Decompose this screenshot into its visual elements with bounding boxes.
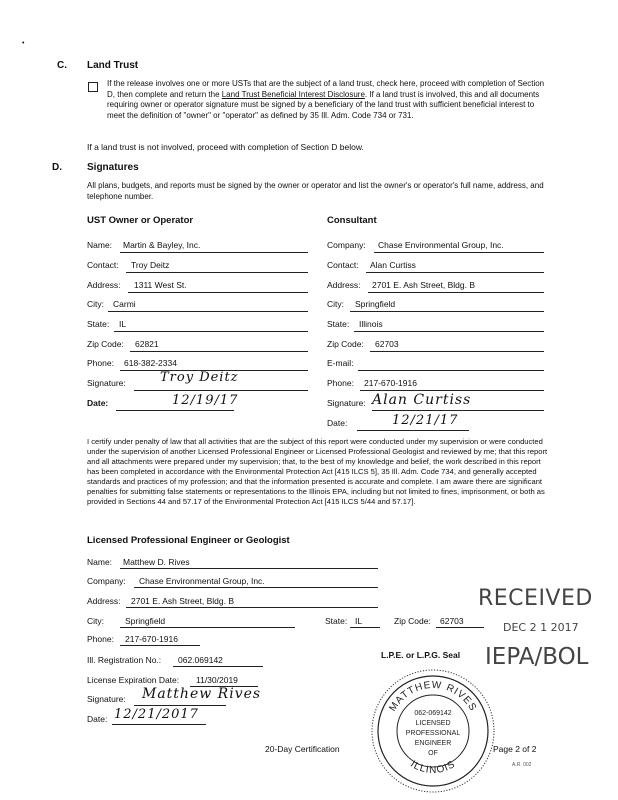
- section-d-title: Signatures: [87, 162, 139, 173]
- consultant-city[interactable]: Springfield: [355, 299, 396, 309]
- engineer-phone-label: Phone:: [87, 634, 114, 644]
- engineer-date-line: [112, 724, 206, 725]
- footer-code: A.R. 002: [512, 762, 532, 768]
- engineer-registration-line: [173, 666, 263, 667]
- consultant-zip[interactable]: 62703: [375, 339, 399, 349]
- owner-signature[interactable]: Troy Deitz: [160, 370, 239, 385]
- engineer-phone[interactable]: 217-670-1916: [125, 634, 178, 644]
- engineer-expiration-label: License Expiration Date:: [87, 675, 180, 685]
- consultant-contact-line: [366, 272, 544, 273]
- engineer-date[interactable]: 12/21/2017: [114, 707, 199, 722]
- engineer-name-label: Name:: [87, 557, 113, 567]
- engineer-state-label: State:: [325, 616, 348, 626]
- consultant-email-line: [358, 370, 544, 371]
- consultant-phone-label: Phone:: [327, 378, 354, 388]
- owner-zip[interactable]: 62821: [135, 339, 159, 349]
- engineer-registration[interactable]: 062.069142: [178, 655, 223, 665]
- seal-graphic: [370, 668, 496, 794]
- owner-heading: UST Owner or Operator: [87, 215, 194, 226]
- consultant-date-label: Date:: [327, 418, 348, 428]
- seal-professional: PROFESSIONAL: [405, 730, 461, 737]
- consultant-contact[interactable]: Alan Curtiss: [370, 260, 416, 270]
- owner-name-label: Name:: [87, 240, 113, 250]
- engineer-signature[interactable]: Matthew Rives: [142, 686, 262, 702]
- engineer-company-line: [134, 587, 378, 588]
- owner-signature-label: Signature:: [87, 378, 126, 388]
- owner-phone[interactable]: 618-382-2334: [124, 358, 177, 368]
- consultant-zip-label: Zip Code:: [327, 339, 364, 349]
- consultant-heading: Consultant: [327, 215, 377, 226]
- engineer-expiration[interactable]: 11/30/2019: [196, 675, 238, 685]
- stray-mark: •: [22, 40, 25, 47]
- engineer-city[interactable]: Springfield: [125, 616, 166, 626]
- engineer-address-label: Address:: [87, 596, 121, 606]
- owner-name[interactable]: Martin & Bayley, Inc.: [123, 240, 201, 250]
- consultant-date[interactable]: 12/21/17: [392, 413, 459, 428]
- consultant-contact-label: Contact:: [327, 260, 359, 270]
- owner-zip-line: [130, 351, 308, 352]
- owner-state-line: [114, 331, 308, 332]
- consultant-date-line: [357, 430, 469, 431]
- owner-date[interactable]: 12/19/17: [172, 393, 239, 408]
- footer-form-name: 20-Day Certification: [265, 744, 340, 754]
- engineer-signature-label: Signature:: [87, 694, 126, 704]
- engineer-state-line: [350, 627, 380, 628]
- consultant-email-label: E-mail:: [327, 358, 354, 368]
- engineer-state[interactable]: IL: [355, 616, 363, 626]
- owner-state[interactable]: IL: [119, 319, 127, 329]
- engineer-zip-label: Zip Code:: [394, 616, 431, 626]
- owner-address-line: [128, 292, 308, 293]
- owner-phone-label: Phone:: [87, 358, 114, 368]
- consultant-signature-line: [372, 410, 544, 411]
- engineer-zip-line: [436, 627, 484, 628]
- certification-text: I certify under penalty of law that all activities that are the subject of this report were conducted under my supervision or were conducted under the supervision of another Licensed Professional Engineer or Licensed Professional Geologist and reviewed by me; that this report and all attachments were prepared under my supervision; that, to the best of my knowledge and belief, the work described in this report has been completed in accordance with the Environmental Protection Act [415 ILCS 5], 35 Ill. Adm. Code 734, and generally accepted standards and practices of my profession; and that the information presented is accurate and complete. I am aware there are significant penalties for submitting false statements or representations to the Illinois EPA, including but not limited to fines, imprisonment, or both as provided in Sections 44 and 57.17 of the Environmental Protection Act [415 ILCS 5/44 and 57.17].: [87, 437, 548, 506]
- land-trust-note: If a land trust is not involved, proceed with completion of Section D below.: [87, 142, 364, 152]
- owner-state-label: State:: [87, 319, 110, 329]
- consultant-state-line: [354, 331, 544, 332]
- consultant-zip-line: [370, 351, 544, 352]
- seal-number: 062-069142: [414, 710, 452, 717]
- owner-address[interactable]: 1311 West St.: [134, 280, 187, 290]
- owner-zip-label: Zip Code:: [87, 339, 124, 349]
- seal-top-text: MATTHEW RIVES: [387, 679, 479, 714]
- consultant-city-label: City:: [327, 299, 344, 309]
- received-stamp: RECEIVED: [478, 586, 593, 611]
- engineer-city-line: [120, 627, 295, 628]
- engineer-date-label: Date:: [87, 714, 108, 724]
- owner-city-line: [108, 311, 308, 312]
- engineer-registration-label: Ill. Registration No.:: [87, 655, 162, 665]
- owner-name-line: [120, 252, 308, 253]
- engineer-name[interactable]: Matthew D. Rives: [123, 557, 190, 567]
- owner-address-label: Address:: [87, 280, 121, 290]
- consultant-city-line: [350, 311, 544, 312]
- engineer-zip[interactable]: 62703: [440, 616, 464, 626]
- owner-contact[interactable]: Troy Deitz: [131, 260, 170, 270]
- land-trust-checkbox[interactable]: [88, 82, 98, 92]
- section-c-letter: C.: [57, 60, 67, 71]
- engineer-company[interactable]: Chase Environmental Group, Inc.: [139, 576, 265, 586]
- owner-contact-line: [126, 272, 308, 273]
- engineer-phone-line: [120, 645, 200, 646]
- section-c-title: Land Trust: [87, 60, 139, 71]
- seal-label: L.P.E. or L.P.G. Seal: [381, 650, 461, 660]
- engineer-name-line: [120, 568, 378, 569]
- consultant-company-label: Company:: [327, 240, 366, 250]
- consultant-address[interactable]: 2701 E. Ash Street, Bldg. B: [372, 280, 476, 290]
- owner-signature-line: [134, 390, 308, 391]
- owner-date-label: Date:: [87, 398, 109, 408]
- consultant-state-label: State:: [327, 319, 350, 329]
- engineer-signature-line: [134, 705, 226, 706]
- consultant-address-line: [368, 292, 544, 293]
- footer-page-number: Page 2 of 2: [493, 744, 537, 754]
- engineer-address[interactable]: 2701 E. Ash Street, Bldg. B: [131, 596, 235, 606]
- consultant-phone-line: [360, 390, 544, 391]
- seal-licensed: LICENSED: [415, 720, 451, 727]
- engineer-seal: [370, 668, 496, 794]
- land-trust-text: If the release involves one or more USTs that are the subject of a land trust, check here, proceed with completion of Section D, then complete and return the Land Trust Beneficial Interest Disclosure. If a land trust is involved, this and all documents requiring owner or operator signature must be signed by a beneficiary of the land trust with sufficient beneficial interest to meet the definition of "owner" or "operator" as defined by 35 Ill. Adm. Code 734 or 731.: [107, 79, 545, 120]
- seal-of: OF: [428, 750, 438, 757]
- owner-date-line: [116, 410, 234, 411]
- consultant-signature[interactable]: Alan Curtiss: [372, 392, 472, 408]
- office-stamp: IEPA/BOL: [485, 644, 589, 670]
- engineer-city-label: City:: [87, 616, 104, 626]
- engineer-address-line: [126, 607, 378, 608]
- consultant-address-label: Address:: [327, 280, 361, 290]
- consultant-company[interactable]: Chase Environmental Group, Inc.: [378, 240, 504, 250]
- owner-city[interactable]: Carmi: [113, 299, 136, 309]
- seal-bottom-text: ILLINOIS: [408, 758, 458, 777]
- consultant-phone[interactable]: 217-670-1916: [364, 378, 417, 388]
- section-d-letter: D.: [52, 162, 62, 173]
- signatures-intro: All plans, budgets, and reports must be signed by the owner or operator and list the owner's or operator's full name, address, and telephone number.: [87, 181, 544, 201]
- owner-city-label: City:: [87, 299, 104, 309]
- consultant-company-line: [374, 252, 544, 253]
- seal-engineer: ENGINEER: [414, 740, 452, 747]
- engineer-heading: Licensed Professional Engineer or Geologist: [87, 535, 290, 546]
- received-date-stamp: DEC 2 1 2017: [503, 621, 579, 634]
- engineer-company-label: Company:: [87, 576, 126, 586]
- consultant-signature-label: Signature:: [327, 398, 366, 408]
- owner-contact-label: Contact:: [87, 260, 119, 270]
- consultant-state[interactable]: Illinois: [359, 319, 383, 329]
- land-trust-disclosure-link[interactable]: Land Trust Beneficial Interest Disclosure: [221, 89, 365, 99]
